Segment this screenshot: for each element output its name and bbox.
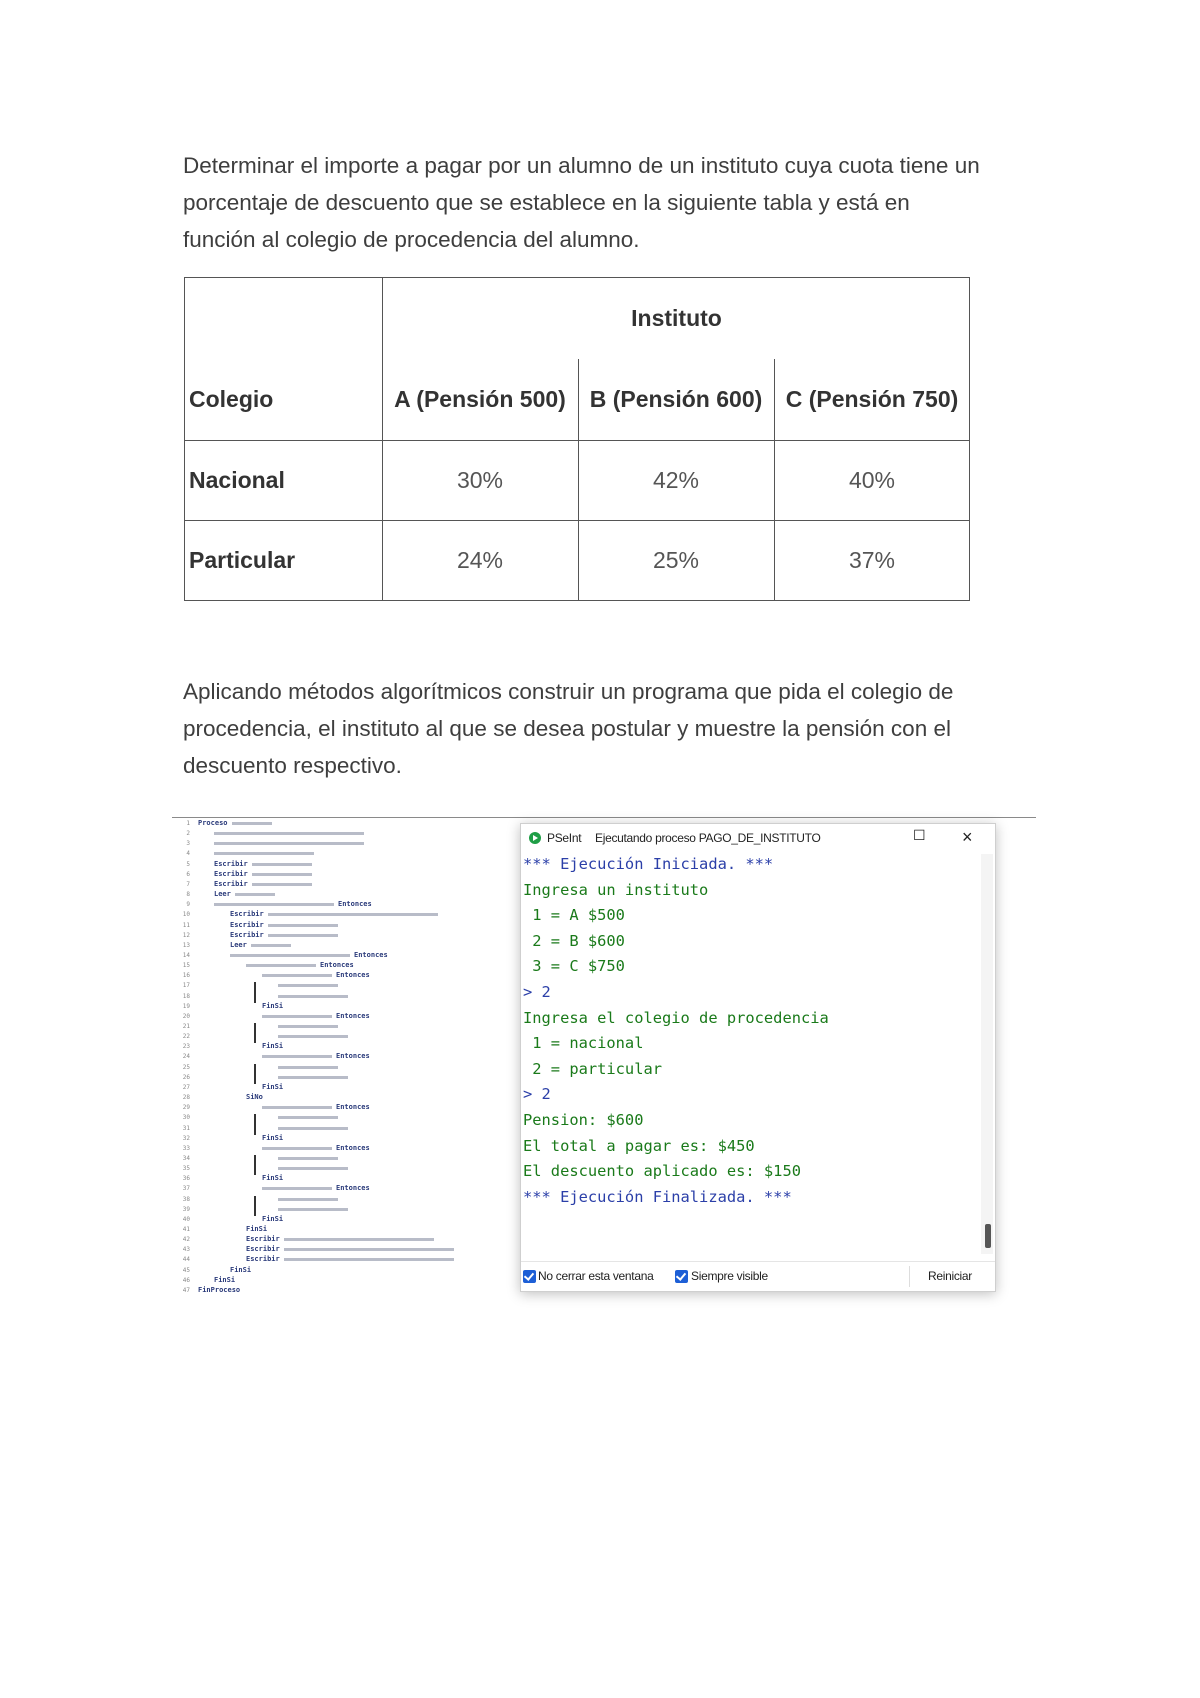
code-line-number: 31	[182, 1124, 190, 1132]
code-keyword: FinSi	[262, 1174, 284, 1183]
table-cell: 24%	[456, 546, 504, 573]
close-icon[interactable]: ×	[962, 827, 973, 847]
code-line-number: 23	[182, 1043, 190, 1051]
code-keyword: Leer	[214, 890, 231, 899]
table-row-label: Particular	[189, 546, 296, 573]
pseint-console-window	[520, 823, 996, 1292]
code-line-number: 33	[182, 1144, 190, 1152]
code-line-number: 22	[182, 1033, 190, 1041]
code-keyword: FinSi	[262, 1082, 284, 1091]
code-text-unreadable	[278, 1025, 338, 1028]
code-line-number: 11	[182, 921, 190, 929]
code-keyword: Escribir	[246, 1245, 280, 1254]
code-line-number: 40	[182, 1215, 190, 1223]
code-line-number: 10	[182, 911, 190, 919]
code-keyword: FinProceso	[198, 1285, 241, 1294]
code-text-unreadable	[278, 995, 348, 998]
code-keyword: Entonces	[336, 1052, 370, 1061]
code-text-unreadable	[214, 842, 364, 845]
console-line: El total a pagar es: $450	[523, 1136, 755, 1155]
always-visible-checkbox[interactable]	[675, 1270, 688, 1283]
code-text-unreadable	[232, 822, 272, 825]
no-close-label[interactable]: No cerrar esta ventana	[538, 1269, 654, 1283]
code-keyword: Entonces	[336, 971, 370, 980]
table-cell: 37%	[848, 546, 896, 573]
console-line: Ingresa el colegio de procedencia	[523, 1008, 829, 1027]
pseint-logo-icon	[529, 832, 541, 844]
code-text-unreadable	[262, 1015, 332, 1018]
code-line-number: 3	[186, 840, 190, 848]
code-line-number: 12	[182, 931, 190, 939]
code-text-unreadable	[284, 1248, 454, 1251]
console-line: *** Ejecución Finalizada. ***	[523, 1187, 792, 1206]
code-text-unreadable	[268, 913, 438, 916]
code-line-number: 18	[182, 992, 190, 1000]
code-block-guide	[254, 982, 256, 1002]
code-line-number: 41	[182, 1226, 190, 1233]
table-corner-header: Colegio	[189, 386, 274, 412]
code-text-unreadable	[262, 1106, 332, 1109]
table-col-header: C (Pensión 750)	[785, 386, 959, 412]
code-line-number: 35	[182, 1165, 190, 1173]
code-line-number: 39	[182, 1205, 190, 1213]
code-text-unreadable	[251, 944, 291, 947]
code-line-number: 25	[182, 1063, 190, 1071]
code-keyword: Escribir	[230, 910, 264, 919]
table-col-header: B (Pensión 600)	[589, 386, 763, 412]
code-block-guide	[254, 1023, 256, 1043]
code-line-number: 19	[182, 1002, 190, 1010]
discount-table	[184, 277, 970, 601]
table-cell: 40%	[848, 466, 896, 493]
code-line-number: 29	[182, 1104, 190, 1112]
code-text-unreadable	[278, 1127, 348, 1130]
code-keyword: Leer	[230, 940, 247, 949]
code-keyword: SiNo	[246, 1093, 263, 1102]
intro-paragraph: Determinar el importe a pagar por un alumno de un instituto cuya cuota tiene un porcentaje de descuento que se establece en la siguiente tabla y está en función al colegio de procedencia del alumno.	[183, 153, 980, 252]
task-paragraph: Aplicando métodos algorítmicos construir un programa que pida el colegio de procedencia, el instituto al que se desea postular y muestre la pensión con el descuento respectivo.	[183, 679, 954, 778]
code-block-guide	[254, 1196, 256, 1216]
code-line-number: 14	[182, 951, 190, 959]
console-line: 2 = particular	[523, 1059, 662, 1078]
code-keyword: Entonces	[336, 1143, 370, 1152]
code-line-number: 2	[186, 830, 190, 838]
code-line-number: 16	[182, 972, 190, 980]
code-line-number: 32	[182, 1134, 190, 1142]
code-block-guide	[254, 1114, 256, 1134]
code-keyword: Escribir	[214, 869, 248, 878]
code-line-number: 26	[182, 1073, 190, 1081]
code-text-unreadable	[214, 852, 314, 855]
code-line-number: 38	[182, 1195, 190, 1203]
console-line: Pension: $600	[523, 1110, 644, 1129]
code-text-unreadable	[278, 1157, 338, 1160]
code-block-guide	[254, 1064, 256, 1084]
code-text-unreadable	[235, 893, 275, 896]
console-line: *** Ejecución Iniciada. ***	[523, 855, 774, 873]
table-cell: 30%	[456, 466, 504, 493]
code-line-number: 24	[182, 1053, 190, 1061]
code-keyword: FinSi	[262, 1042, 284, 1051]
console-line: > 2	[523, 1085, 551, 1104]
code-text-unreadable	[262, 1187, 332, 1190]
scrollbar-thumb[interactable]	[985, 1224, 991, 1248]
code-line-number: 27	[182, 1083, 190, 1091]
code-line-number: 30	[182, 1114, 190, 1122]
code-text-unreadable	[252, 863, 312, 866]
code-keyword: Escribir	[214, 859, 248, 868]
code-line-number: 44	[182, 1256, 190, 1264]
console-line: 1 = nacional	[523, 1034, 644, 1053]
code-keyword: Entonces	[336, 1011, 370, 1020]
code-keyword: Entonces	[336, 1184, 370, 1193]
console-line: 2 = B $600	[523, 931, 625, 950]
code-line-number: 13	[182, 941, 190, 949]
code-text-unreadable	[278, 1076, 348, 1079]
code-text-unreadable	[284, 1238, 434, 1241]
code-keyword: Entonces	[320, 961, 354, 970]
code-keyword: Entonces	[336, 1103, 370, 1112]
code-line-number: 45	[182, 1266, 190, 1274]
code-line-number: 1	[186, 820, 190, 827]
code-block-guide	[254, 1155, 256, 1175]
code-keyword: Proceso	[198, 819, 228, 827]
pseudocode-editor	[176, 818, 516, 1348]
code-keyword: Escribir	[230, 920, 264, 929]
code-keyword: Entonces	[338, 900, 372, 909]
code-text-unreadable	[246, 964, 316, 967]
code-text-unreadable	[268, 924, 338, 927]
code-text-unreadable	[284, 1258, 454, 1261]
console-line: El descuento aplicado es: $150	[523, 1162, 801, 1181]
table-cell: 25%	[652, 546, 700, 573]
code-keyword: Escribir	[214, 879, 248, 888]
code-keyword: FinSi	[246, 1225, 268, 1233]
code-text-unreadable	[278, 1066, 338, 1069]
no-close-checkbox[interactable]	[523, 1270, 536, 1283]
code-line-number: 21	[182, 1023, 190, 1030]
code-keyword: FinSi	[262, 1133, 284, 1142]
console-output	[523, 852, 977, 1256]
code-text-unreadable	[278, 1116, 338, 1119]
code-text-unreadable	[278, 1198, 338, 1201]
table-group-header: Instituto	[631, 305, 722, 331]
code-line-number: 42	[182, 1236, 190, 1244]
code-line-number: 17	[182, 982, 190, 990]
code-text-unreadable	[230, 954, 350, 957]
code-line-number: 7	[186, 880, 190, 888]
code-keyword: Escribir	[246, 1235, 280, 1244]
scrollbar[interactable]	[981, 854, 993, 1254]
code-text-unreadable	[252, 883, 312, 886]
code-line-number: 6	[186, 870, 190, 878]
console-line: 1 = A $500	[523, 906, 625, 925]
always-visible-label[interactable]: Siempre visible	[691, 1269, 768, 1283]
code-text-unreadable	[278, 984, 338, 987]
code-line-number: 9	[186, 901, 190, 909]
code-line-number: 47	[182, 1286, 190, 1294]
code-line-number: 43	[182, 1246, 190, 1254]
table-col-header: A (Pensión 500)	[394, 386, 566, 412]
code-line-number: 28	[182, 1094, 190, 1102]
code-text-unreadable	[278, 1208, 348, 1211]
code-line-number: 20	[182, 1012, 190, 1020]
code-text-unreadable	[268, 934, 338, 937]
window-title: Ejecutando proceso PAGO_DE_INSTITUTO	[595, 831, 821, 845]
window-statusbar	[521, 1261, 995, 1291]
code-keyword: FinSi	[214, 1275, 236, 1284]
code-text-unreadable	[278, 1035, 348, 1038]
code-line-number: 4	[186, 850, 190, 858]
console-line: 3 = C $750	[523, 957, 625, 976]
code-text-unreadable	[252, 873, 312, 876]
code-text-unreadable	[262, 974, 332, 977]
code-line-number: 8	[186, 891, 190, 899]
code-line-number: 15	[182, 962, 190, 970]
code-line-number: 5	[186, 860, 190, 868]
code-text-unreadable	[278, 1167, 348, 1170]
code-line-number: 34	[182, 1154, 190, 1162]
code-line-number: 37	[182, 1185, 190, 1193]
code-text-unreadable	[214, 903, 334, 906]
restart-button[interactable]: Reiniciar	[928, 1269, 972, 1283]
window-titlebar	[521, 824, 995, 852]
table-cell: 42%	[652, 466, 700, 493]
console-line: > 2	[523, 982, 551, 1001]
code-line-number: 36	[182, 1175, 190, 1183]
code-keyword: FinSi	[230, 1265, 252, 1274]
code-keyword: Entonces	[354, 950, 388, 959]
code-keyword: Escribir	[230, 930, 264, 939]
code-text-unreadable	[262, 1055, 332, 1058]
code-text-unreadable	[262, 1147, 332, 1150]
code-keyword: FinSi	[262, 1001, 284, 1010]
table-row-label: Nacional	[189, 466, 285, 493]
maximize-icon[interactable]: ☐	[913, 827, 926, 843]
console-line: Ingresa un instituto	[523, 880, 709, 899]
code-text-unreadable	[214, 832, 364, 835]
code-keyword: FinSi	[262, 1214, 284, 1223]
code-keyword: Escribir	[246, 1255, 280, 1264]
code-line-number: 46	[182, 1276, 190, 1284]
app-name: PSeInt	[547, 831, 582, 845]
